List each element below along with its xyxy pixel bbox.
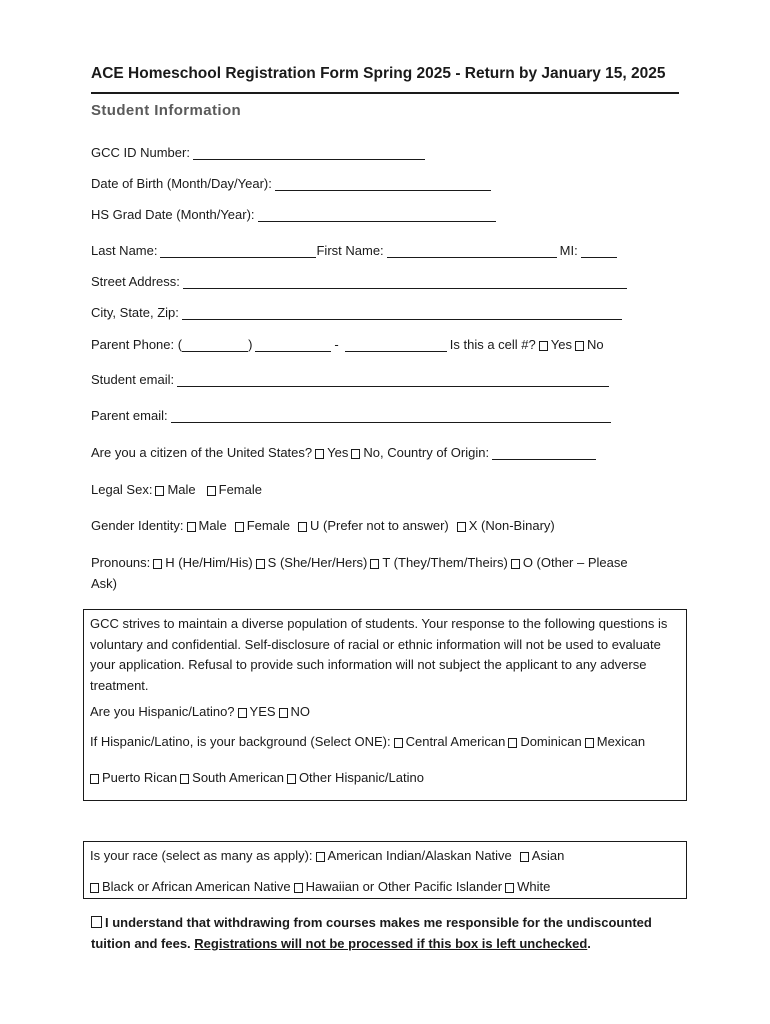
student-email-field[interactable] bbox=[177, 373, 609, 387]
bg-other-checkbox[interactable] bbox=[287, 774, 296, 784]
diversity-box bbox=[83, 609, 687, 801]
bg-dominican-label: Dominican bbox=[520, 734, 582, 749]
parent-email-label: Parent email: bbox=[91, 408, 168, 423]
phone-prefix-field[interactable] bbox=[255, 338, 331, 352]
gi-male-checkbox[interactable] bbox=[187, 522, 196, 532]
pr-o-checkbox[interactable] bbox=[511, 559, 520, 569]
gi-x-checkbox[interactable] bbox=[457, 522, 466, 532]
page-title: ACE Homeschool Registration Form Spring 2025 - Return by January 15, 2025 bbox=[91, 65, 666, 82]
last-name-field[interactable] bbox=[160, 244, 316, 258]
acknowledgement-period: . bbox=[587, 936, 591, 951]
gi-male-label: Male bbox=[198, 518, 227, 533]
parent-email-row bbox=[91, 408, 614, 423]
street-row bbox=[91, 274, 630, 289]
city-field[interactable] bbox=[182, 306, 622, 320]
race-box bbox=[83, 841, 687, 899]
acknowledgement bbox=[91, 912, 691, 954]
gender-identity-label: Gender Identity: bbox=[91, 518, 184, 533]
race-indian-label: American Indian/Alaskan Native bbox=[327, 848, 512, 863]
phone-line-field[interactable] bbox=[345, 338, 447, 352]
legal-female-label: Female bbox=[218, 482, 262, 497]
form-page bbox=[91, 64, 691, 119]
parent-email-field[interactable] bbox=[171, 409, 611, 423]
first-name-label: First Name: bbox=[316, 243, 384, 258]
dob-label: Date of Birth (Month/Day/Year): bbox=[91, 176, 272, 191]
race-black-checkbox[interactable] bbox=[90, 883, 99, 893]
pronouns-label: Pronouns: bbox=[91, 555, 151, 570]
pr-h-label: H (He/Him/His) bbox=[165, 555, 253, 570]
acknowledgement-checkbox[interactable] bbox=[91, 916, 102, 928]
race-hawaiian-label: Hawaiian or Other Pacific Islander bbox=[305, 879, 503, 894]
cell-yes-checkbox[interactable] bbox=[539, 341, 548, 351]
race-white-label: White bbox=[517, 879, 551, 894]
bg-central-label: Central American bbox=[405, 734, 506, 749]
background-question: If Hispanic/Latino, is your background (Select ONE): bbox=[90, 734, 391, 749]
legal-sex-label: Legal Sex: bbox=[91, 482, 153, 497]
legal-sex-row bbox=[91, 482, 262, 497]
city-row bbox=[91, 305, 625, 320]
race-indian-checkbox[interactable] bbox=[316, 852, 325, 862]
citizen-yes-label: Yes bbox=[327, 445, 349, 460]
race-row-2 bbox=[90, 879, 680, 894]
gi-u-label: U (Prefer not to answer) bbox=[310, 518, 449, 533]
country-of-origin-field[interactable] bbox=[492, 446, 596, 460]
gender-identity-row bbox=[91, 518, 555, 533]
legal-male-checkbox[interactable] bbox=[155, 486, 164, 496]
bg-south-checkbox[interactable] bbox=[180, 774, 189, 784]
pr-t-checkbox[interactable] bbox=[370, 559, 379, 569]
bg-other-label: Other Hispanic/Latino bbox=[298, 770, 424, 785]
cell-no-label: No bbox=[586, 337, 604, 352]
parent-phone-label: Parent Phone: ( bbox=[91, 337, 183, 352]
bg-puerto-label: Puerto Rican bbox=[102, 770, 178, 785]
hs-grad-field[interactable] bbox=[258, 208, 496, 222]
dob-field[interactable] bbox=[275, 177, 491, 191]
race-asian-checkbox[interactable] bbox=[520, 852, 529, 862]
hispanic-no-label: NO bbox=[290, 704, 311, 719]
race-black-label: Black or African American Native bbox=[102, 879, 291, 894]
hispanic-row bbox=[90, 704, 680, 719]
hispanic-yes-label: YES bbox=[249, 704, 276, 719]
name-row bbox=[91, 243, 620, 258]
cell-question: Is this a cell #? bbox=[449, 337, 536, 352]
phone-row bbox=[91, 337, 604, 352]
citizen-no-label: No, Country of Origin: bbox=[363, 445, 490, 460]
acknowledgement-warning: Registrations will not be processed if this box is left unchecked bbox=[194, 936, 588, 951]
bg-mexican-label: Mexican bbox=[596, 734, 646, 749]
race-white-checkbox[interactable] bbox=[505, 883, 514, 893]
last-name-label: Last Name: bbox=[91, 243, 158, 258]
diversity-statement: GCC strives to maintain a diverse population of students. Your response to the following questions is voluntary and confidential. Self-disclosure of racial or ethnic information will not be used to evaluate your application. Refusal to provide such information will not subject the applicant to any adverse treatment. bbox=[90, 616, 668, 693]
first-name-field[interactable] bbox=[387, 244, 557, 258]
title-rule bbox=[91, 92, 679, 94]
dob-row bbox=[91, 176, 494, 191]
street-field[interactable] bbox=[183, 275, 627, 289]
citizen-no-checkbox[interactable] bbox=[351, 449, 360, 459]
gcc-id-row bbox=[91, 145, 428, 160]
street-label: Street Address: bbox=[91, 274, 180, 289]
citizen-row bbox=[91, 445, 599, 460]
gi-x-label: X (Non-Binary) bbox=[468, 518, 555, 533]
bg-mexican-checkbox[interactable] bbox=[585, 738, 594, 748]
phone-close-paren: ) bbox=[248, 337, 253, 352]
citizen-yes-checkbox[interactable] bbox=[315, 449, 324, 459]
pr-t-label: T (They/Them/Theirs) bbox=[382, 555, 508, 570]
legal-female-checkbox[interactable] bbox=[207, 486, 216, 496]
area-code-field[interactable] bbox=[182, 338, 248, 352]
race-row bbox=[90, 848, 680, 863]
hs-grad-label: HS Grad Date (Month/Year): bbox=[91, 207, 255, 222]
cell-no-checkbox[interactable] bbox=[575, 341, 584, 351]
bg-south-label: South American bbox=[192, 770, 284, 785]
pr-o-label-cont: Ask) bbox=[91, 576, 117, 591]
acknowledgement-text: I understand that withdrawing from courses makes me responsible for the undiscounted tuition and fees. bbox=[91, 915, 652, 951]
section-heading: Student Information bbox=[91, 102, 242, 119]
bg-puerto-checkbox[interactable] bbox=[90, 774, 99, 784]
cell-yes-label: Yes bbox=[550, 337, 572, 352]
legal-male-label: Male bbox=[167, 482, 196, 497]
pronouns-row-cont bbox=[91, 576, 117, 591]
pronouns-row bbox=[91, 555, 628, 570]
pr-h-checkbox[interactable] bbox=[153, 559, 162, 569]
race-question: Is your race (select as many as apply): bbox=[90, 848, 313, 863]
background-row bbox=[90, 734, 680, 749]
race-asian-label: Asian bbox=[531, 848, 565, 863]
hs-grad-row bbox=[91, 207, 499, 222]
bg-central-checkbox[interactable] bbox=[394, 738, 403, 748]
pr-s-label: S (She/Her/Hers) bbox=[267, 555, 368, 570]
hispanic-yes-checkbox[interactable] bbox=[238, 708, 247, 718]
student-email-label: Student email: bbox=[91, 372, 175, 387]
gi-female-checkbox[interactable] bbox=[235, 522, 244, 532]
gcc-id-field[interactable] bbox=[193, 146, 425, 160]
hispanic-no-checkbox[interactable] bbox=[279, 708, 288, 718]
gi-u-checkbox[interactable] bbox=[298, 522, 307, 532]
race-hawaiian-checkbox[interactable] bbox=[294, 883, 303, 893]
city-label: City, State, Zip: bbox=[91, 305, 179, 320]
gi-female-label: Female bbox=[246, 518, 291, 533]
mi-field[interactable] bbox=[581, 244, 617, 258]
phone-dash: - bbox=[334, 337, 339, 352]
pr-o-label: O (Other – Please bbox=[522, 555, 628, 570]
bg-dominican-checkbox[interactable] bbox=[508, 738, 517, 748]
mi-label: MI: bbox=[559, 243, 578, 258]
gcc-id-label: GCC ID Number: bbox=[91, 145, 190, 160]
student-email-row bbox=[91, 372, 612, 387]
pr-s-checkbox[interactable] bbox=[256, 559, 265, 569]
citizen-question: Are you a citizen of the United States? bbox=[91, 445, 313, 460]
hispanic-question: Are you Hispanic/Latino? bbox=[90, 704, 235, 719]
background-row-2 bbox=[90, 770, 680, 785]
